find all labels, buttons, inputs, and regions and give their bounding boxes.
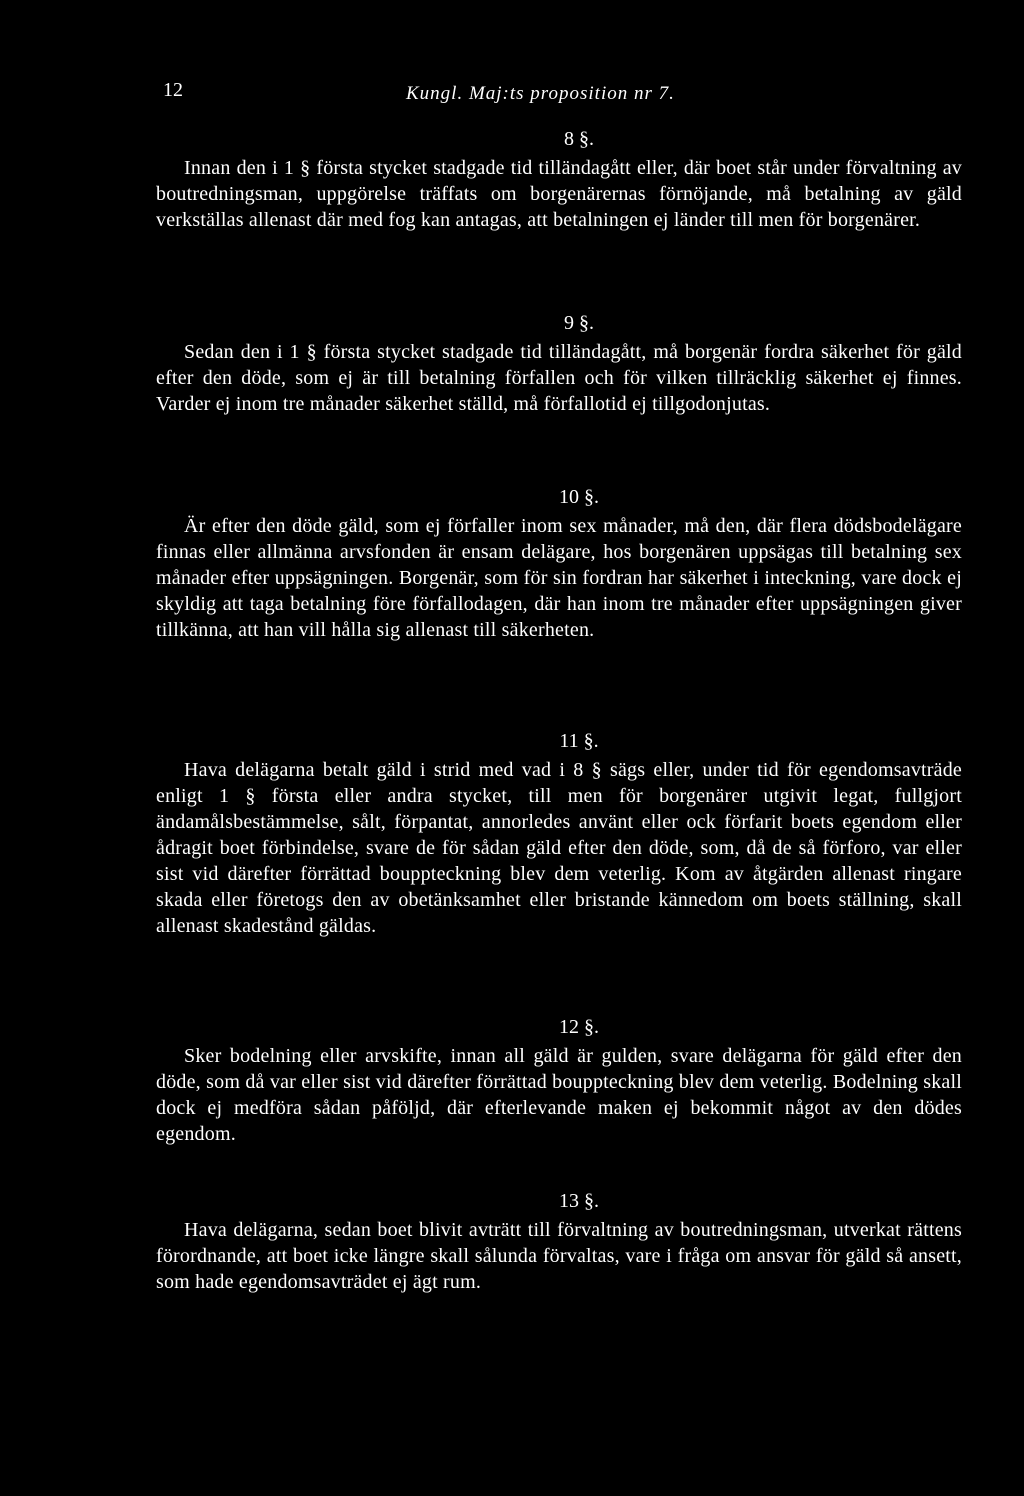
section-9 [156, 312, 962, 417]
section-10 [156, 486, 962, 643]
section-paragraph: Innan den i 1 § första stycket stadgade tid tilländagått eller, där boet står under förvaltning av boutredningsman, uppgörelse träffats om borgenärernas förnöjande, må betalning av gäld verkställas allenast där med fog kan antagas, att betalningen ej länder till men för borgenärer. [156, 157, 962, 231]
section-heading: 8 §. [564, 128, 594, 150]
section-paragraph: Sedan den i 1 § första stycket stadgade tid tilländagått, må borgenär fordra säkerhet för gäld efter den döde, som ej är till betalning förfallen och för vilken tillräcklig säkerhet ej finnes. Varder ej inom tre månader säkerhet ställd, må förfallotid ej tillgodonjutas. [156, 341, 962, 415]
page-number: 12 [163, 79, 183, 101]
section-13 [156, 1190, 962, 1295]
section-heading: 9 §. [564, 312, 594, 334]
section-paragraph: Är efter den döde gäld, som ej förfaller inom sex månader, må den, där flera dödsbodelägare finnas eller allmänna arvsfonden är ensam delägare, hos borgenären uppsägas till betalning sex månader efter uppsägningen. Borgenär, som för sin fordran har säkerhet i inteckning, vare dock ej skyldig att taga betalning före förfallodagen, där han inom tre månader efter uppsägningen giver tillkänna, att han vill hålla sig allenast till säkerheten. [156, 515, 962, 641]
section-8 [156, 128, 962, 233]
section-heading: 12 §. [559, 1016, 599, 1038]
section-paragraph: Sker bodelning eller arvskifte, innan all gäld är gulden, svare delägarna för gäld efter den döde, som då var eller sist vid därefter förrättad bouppteckning blev dem veterlig. Bodelning skall dock ej medföra sådan påföljd, där efterlevande maken ej bekommit något av den dödes egendom. [156, 1045, 962, 1145]
running-title: Kungl. Maj:ts proposition nr 7. [406, 83, 675, 104]
section-paragraph: Hava delägarna, sedan boet blivit avträtt till förvaltning av boutredningsman, utverkat rättens förordnande, att boet icke längre skall sålunda förvaltas, vare i fråga om ansvar för gäld så ansett, som hade egendomsavträdet ej ägt rum. [156, 1219, 962, 1293]
section-heading: 10 §. [559, 486, 599, 508]
section-heading: 11 §. [559, 730, 599, 752]
section-heading: 13 §. [559, 1190, 599, 1212]
section-12 [156, 1016, 962, 1147]
section-11 [156, 730, 962, 939]
section-paragraph: Hava delägarna betalt gäld i strid med vad i 8 § sägs eller, under tid för egendomsavträde enligt 1 § första eller andra stycket, till men för borgenärer utgivit legat, fullgjort ändamålsbestämmelse, sålt, förpantat, annorledes använt eller ock förfarit boets egendom eller ådragit boet förbindelse, svare de för sådan gäld efter den döde, som, då de så förforo, var eller sist vid därefter förrättad bouppteckning blev dem veterlig. Kom av åtgärden allenast ringare skada eller företogs den av obetänksamhet eller bristande kännedom om boets ställning, skall allenast skadestånd gäldas. [156, 759, 962, 937]
